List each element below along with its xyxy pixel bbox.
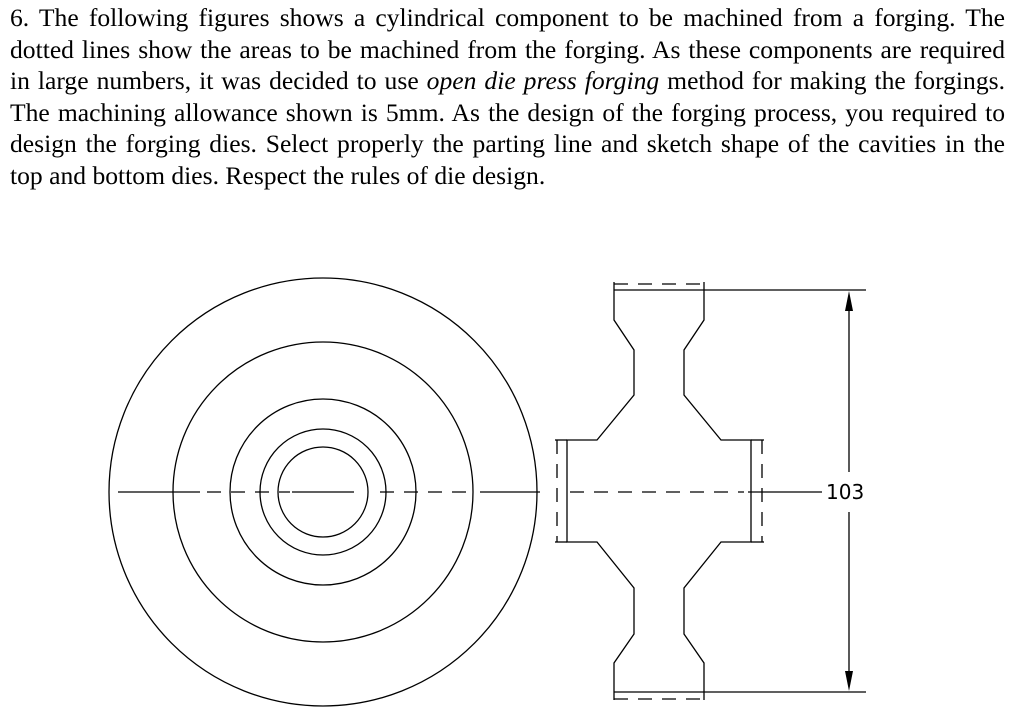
problem-text-part-1: 6. The following figures shows a cylindrical component to be machined from a forging. The dotted lines show the areas to be machined from the forging. As these components are required in large numbers, it was decided to use [10, 3, 1005, 96]
problem-text-part-2: method for making the forgings. The machining allowance shown is 5mm. As the design of the forging process, you required to design the forging dies. Select properly the parting line and sketch shape of the cavities in the top and bottom dies. Respect the rules of die design. [10, 66, 1005, 190]
arrow-up-icon [845, 291, 853, 311]
dimension-label: 103 [826, 480, 865, 504]
arrow-down-icon [845, 671, 853, 691]
forging-method-text: open die press forging [426, 66, 660, 96]
height-dimension [704, 290, 866, 692]
spool-outline [567, 290, 751, 692]
side-view [555, 282, 822, 700]
front-view [109, 278, 540, 706]
